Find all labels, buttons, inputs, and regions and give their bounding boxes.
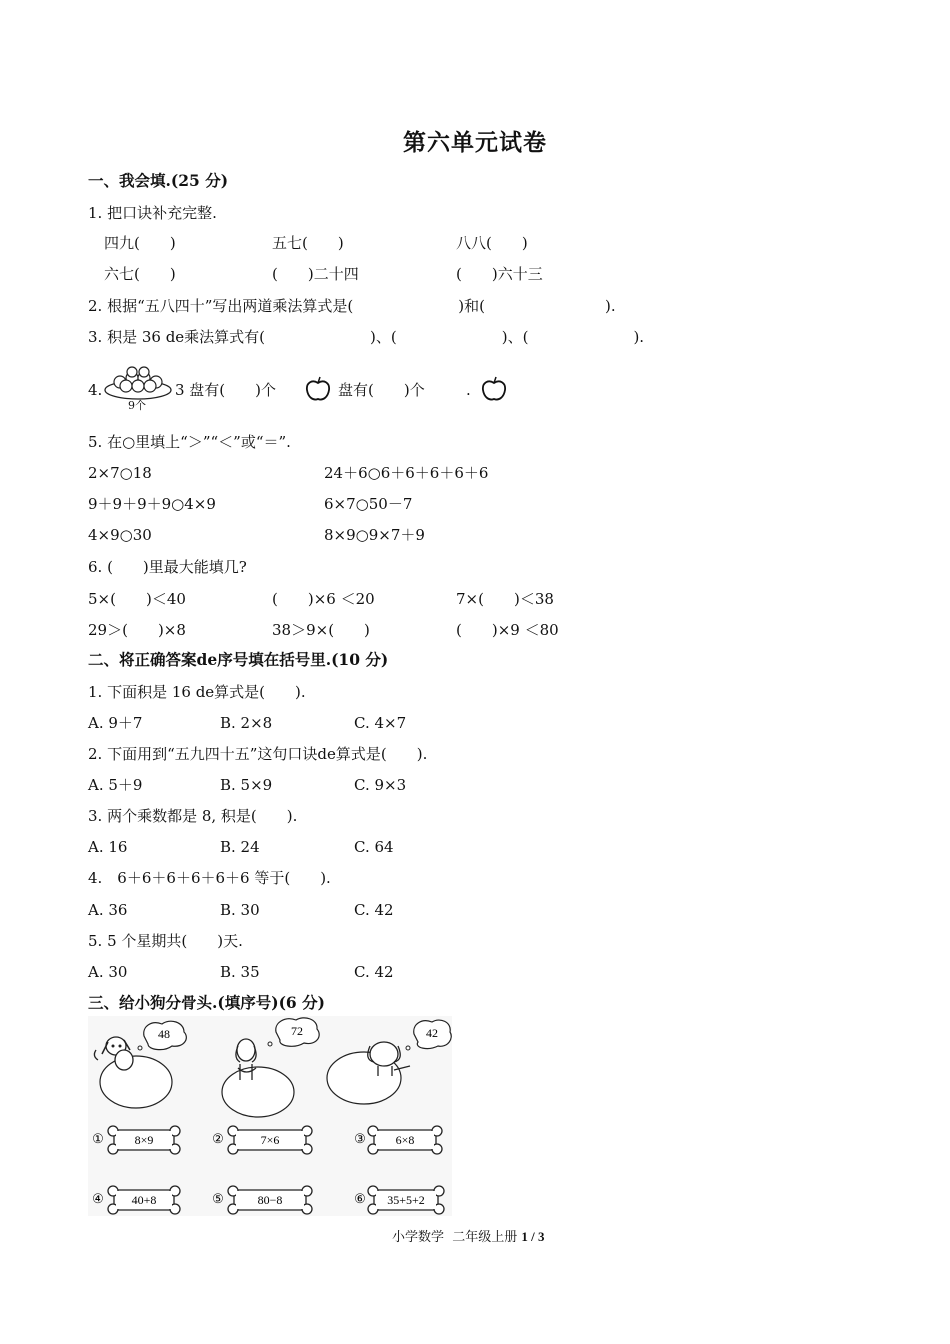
mc-option-a: A. 9＋7: [88, 714, 143, 732]
q1-item: ( )六十三: [456, 265, 543, 283]
q6-item: ( )×6 ＜20: [272, 590, 375, 608]
svg-text:40+8: 40+8: [131, 1193, 157, 1207]
svg-text:③: ③: [354, 1131, 366, 1146]
q1-item: ( )二十四: [272, 265, 359, 283]
apple-icon: [480, 375, 508, 403]
q1-item: 五七( ): [272, 234, 344, 252]
q5-item: 4×9○30: [88, 526, 152, 544]
mc-option-c: C. 64: [354, 838, 394, 856]
q5-item: 24＋6○6＋6＋6＋6＋6: [324, 464, 489, 482]
mc-option-b: B. 2×8: [220, 714, 273, 732]
q1-item: 六七( ): [104, 265, 176, 283]
mc-option-b: B. 5×9: [220, 776, 273, 794]
svg-text:6×8: 6×8: [395, 1133, 415, 1147]
q1-item: 八八( ): [456, 234, 528, 252]
mc-question: 2. 下面用到“五九四十五”这句口诀de算式是( ).: [88, 745, 428, 763]
section-2-heading: 二、将正确答案de序号填在括号里.(10 分): [88, 650, 389, 669]
page-title: 第六单元试卷: [403, 129, 547, 156]
svg-text:②: ②: [212, 1131, 224, 1146]
mc-option-b: B. 35: [220, 963, 260, 981]
mc-option-c: C. 42: [354, 963, 394, 981]
q3-text: 3. 积是 36 de乘法算式有( )、( )、( ).: [88, 328, 645, 346]
q5-item: 2×7○18: [88, 464, 152, 482]
page-footer: [392, 1226, 545, 1245]
mc-option-a: A. 5＋9: [88, 776, 143, 794]
q6-item: 5×( )＜40: [88, 590, 186, 608]
svg-text:⑥: ⑥: [354, 1191, 366, 1206]
mc-question: 5. 5 个星期共( )天.: [88, 932, 243, 950]
q5-item: 9＋9＋9＋9○4×9: [88, 495, 216, 513]
q1-item: 四九( ): [104, 234, 176, 252]
svg-text:⑤: ⑤: [212, 1191, 224, 1206]
dogs-and-bones-figure: [88, 1016, 452, 1216]
q4-part-a: 3 盘有( )个: [175, 381, 277, 399]
bubble-value: 48: [158, 1027, 170, 1041]
mc-option-a: A. 30: [88, 963, 128, 981]
svg-text:8×9: 8×9: [134, 1133, 154, 1147]
q6-item: ( )×9 ＜80: [456, 621, 559, 639]
q4-part-b: 盘有( )个: [338, 381, 425, 399]
bubble-value: 72: [291, 1024, 303, 1038]
mc-option-b: B. 24: [220, 838, 260, 856]
mc-option-a: A. 16: [88, 838, 128, 856]
q5-text: 5. 在○里填上“＞”“＜”或“＝”.: [88, 433, 291, 451]
q6-item: 38＞9×( ): [272, 621, 370, 639]
svg-text:④: ④: [92, 1191, 104, 1206]
section-1-heading: 一、我会填.(25 分): [88, 171, 229, 190]
q6-item: 7×( )＜38: [456, 590, 554, 608]
q1-text: 1. 把口诀补充完整.: [88, 204, 217, 222]
q4-part-c: .: [466, 381, 471, 399]
mc-question: 3. 两个乘数都是 8, 积是( ).: [88, 807, 298, 825]
q2-text: 2. 根据“五八四十”写出两道乘法算式是( )和( ).: [88, 297, 616, 315]
svg-text:80−8: 80−8: [257, 1193, 283, 1207]
mc-option-c: C. 42: [354, 901, 394, 919]
q6-item: 29＞( )×8: [88, 621, 186, 639]
mc-question: 1. 下面积是 16 de算式是( ).: [88, 683, 306, 701]
svg-text:35+5+2: 35+5+2: [387, 1193, 425, 1207]
mc-option-b: B. 30: [220, 901, 260, 919]
page-number: 1 / 3: [521, 1229, 545, 1244]
mc-option-a: A. 36: [88, 901, 128, 919]
q6-text: 6. ( )里最大能填几?: [88, 558, 247, 576]
q4-number: 4.: [88, 381, 103, 399]
footer-text: 小学数学 二年级上册: [392, 1230, 522, 1245]
plate-label: 9个: [128, 399, 146, 412]
svg-text:①: ①: [92, 1131, 104, 1146]
bubble-value: 42: [426, 1026, 438, 1040]
mc-option-c: C. 4×7: [354, 714, 407, 732]
q5-item: 6×7○50－7: [324, 495, 413, 513]
q5-item: 8×9○9×7＋9: [324, 526, 425, 544]
svg-text:7×6: 7×6: [260, 1133, 280, 1147]
mc-option-c: C. 9×3: [354, 776, 407, 794]
section-3-heading: 三、给小狗分骨头.(填序号)(6 分): [88, 993, 325, 1012]
mc-question: 4. 6＋6＋6＋6＋6＋6 等于( ).: [88, 869, 331, 887]
apple-icon: [304, 375, 332, 403]
